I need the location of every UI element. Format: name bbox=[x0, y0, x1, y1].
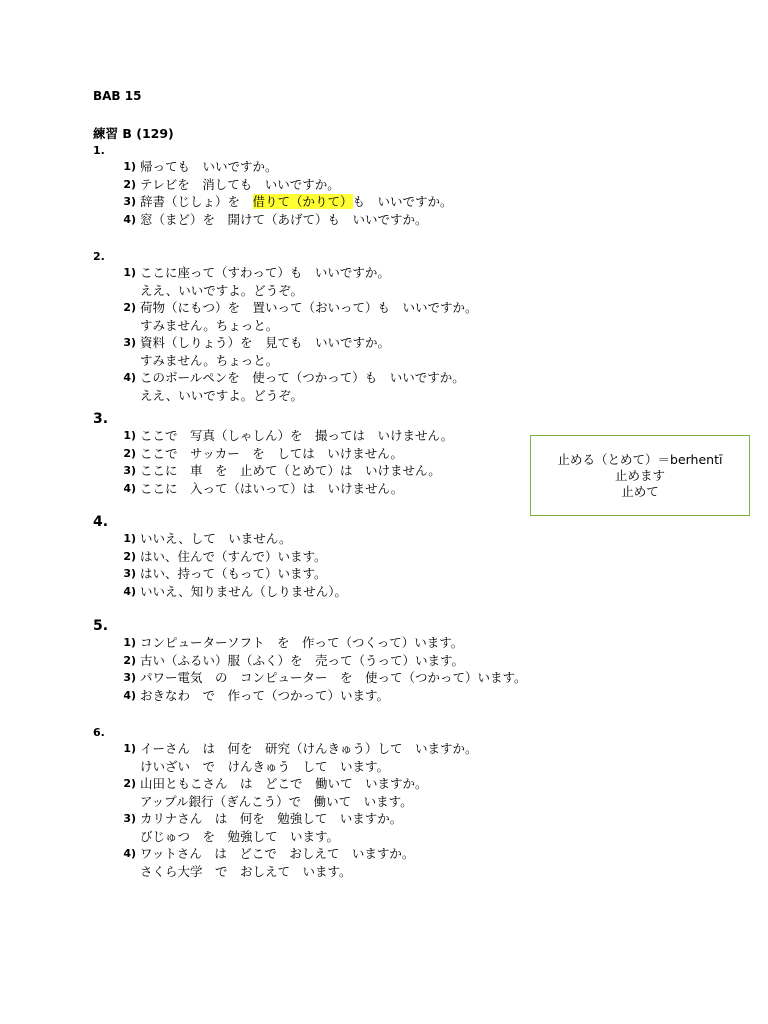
item-number: 2) bbox=[123, 446, 136, 460]
note-line: 止める（とめて）＝berhentī bbox=[557, 451, 723, 467]
item-number: 3) bbox=[123, 671, 136, 684]
item-text: 荷物（にもつ）を 置いって（おいって）も いいですか。 bbox=[140, 300, 478, 315]
item-number: 1) bbox=[123, 742, 136, 755]
list-item-answer bbox=[93, 863, 733, 881]
answer-text: びじゅつ を 勉強して います。 bbox=[140, 828, 340, 844]
list-item bbox=[93, 775, 733, 793]
list-item bbox=[93, 583, 733, 601]
section-2 bbox=[93, 250, 733, 404]
note-line: 止めて bbox=[621, 483, 659, 499]
item-text-after: も いいですか。 bbox=[352, 194, 453, 209]
list-item bbox=[93, 158, 733, 176]
list-item bbox=[93, 634, 733, 652]
list-item bbox=[93, 176, 733, 194]
item-text: ここに 入って（はいって）は いけません。 bbox=[140, 480, 404, 496]
answer-text: さくら大学 で おしえて います。 bbox=[140, 863, 352, 879]
item-number: 2) bbox=[123, 549, 136, 563]
item-text: 資料（しりょう）を 見ても いいですか。 bbox=[140, 335, 391, 350]
item-number: 1) bbox=[123, 429, 136, 442]
item-number: 2) bbox=[123, 301, 136, 314]
item-text: 古い（ふるい）服（ふく）を 売って（うって）います。 bbox=[140, 652, 465, 668]
item-text: はい、住んで（すんで）います。 bbox=[140, 548, 327, 564]
note-line: 止めます bbox=[614, 467, 665, 483]
item-text: ここに座って（すわって）も いいですか。 bbox=[140, 265, 390, 280]
answer-text: ええ、いいですよ。どうぞ。 bbox=[140, 282, 304, 298]
list-item-answer bbox=[93, 317, 733, 335]
section-number: 4. bbox=[93, 514, 109, 530]
item-text bbox=[140, 193, 453, 211]
exercise-heading: 練習 B (129) bbox=[93, 126, 174, 141]
item-number: 1) bbox=[123, 266, 136, 279]
list-item bbox=[93, 369, 733, 387]
answer-text: すみません。ちょっと。 bbox=[140, 352, 279, 368]
answer-text: けいざい で けんきゅう して います。 bbox=[140, 758, 390, 774]
item-number: 3) bbox=[123, 195, 136, 208]
list-item bbox=[93, 740, 733, 758]
item-number: 1) bbox=[123, 160, 136, 173]
answer-text: すみません。ちょっと。 bbox=[140, 317, 279, 333]
item-number: 3) bbox=[123, 464, 136, 477]
item-text: カリナさん は 何を 勉強して いますか。 bbox=[140, 811, 403, 826]
item-number: 3) bbox=[123, 812, 136, 825]
list-item bbox=[93, 264, 733, 282]
item-text: いいえ、して いません。 bbox=[140, 531, 292, 546]
item-number: 4) bbox=[123, 371, 136, 384]
list-item-answer bbox=[93, 758, 733, 776]
item-text: テレビを 消しても いいですか。 bbox=[140, 176, 340, 192]
item-text: コンピューターソフト を 作って（つくって）います。 bbox=[140, 635, 464, 650]
list-item-answer bbox=[93, 282, 733, 300]
item-text: 山田ともこさん は どこで 働いて いますか。 bbox=[140, 776, 428, 791]
item-number: 4) bbox=[123, 481, 136, 495]
section-4 bbox=[93, 514, 733, 600]
section-1 bbox=[93, 144, 733, 228]
list-item-answer bbox=[93, 793, 733, 811]
section-number: 1. bbox=[93, 144, 105, 157]
item-number: 4) bbox=[123, 847, 136, 860]
item-number: 3) bbox=[123, 567, 136, 580]
list-item bbox=[93, 810, 733, 828]
section-number: 5. bbox=[93, 618, 109, 634]
item-number: 4) bbox=[123, 688, 136, 702]
item-text: ここで 写真（しゃしん）を 撮っては いけません。 bbox=[140, 428, 454, 443]
item-number: 4) bbox=[123, 212, 136, 226]
item-text: ここで サッカー を しては いけません。 bbox=[140, 445, 404, 461]
item-text: ワットさん は どこで おしえて いますか。 bbox=[140, 846, 415, 861]
list-item-answer bbox=[93, 352, 733, 370]
answer-text: ええ、いいですよ。どうぞ。 bbox=[140, 387, 304, 403]
list-item bbox=[93, 548, 733, 566]
item-text: イーさん は 何を 研究（けんきゅう）して いますか。 bbox=[140, 741, 478, 756]
section-number: 3. bbox=[93, 411, 109, 427]
list-item bbox=[93, 334, 733, 352]
item-text: 帰っても いいですか。 bbox=[140, 159, 278, 174]
item-text: このボールペンを 使って（つかって）も いいですか。 bbox=[140, 370, 465, 385]
highlighted-text: 借りて（かりて） bbox=[252, 194, 353, 209]
list-item bbox=[93, 845, 733, 863]
list-item-answer bbox=[93, 828, 733, 846]
list-item bbox=[93, 211, 733, 229]
list-item bbox=[93, 652, 733, 670]
item-number: 2) bbox=[123, 653, 136, 667]
item-number: 2) bbox=[123, 777, 136, 790]
list-item bbox=[93, 687, 733, 705]
item-text: ここに 車 を 止めて（とめて）は いけません。 bbox=[140, 463, 441, 478]
item-text: 窓（まど）を 開けて（あげて）も いいですか。 bbox=[140, 211, 428, 227]
section-6 bbox=[93, 726, 733, 880]
item-text-before: 辞書（じしょ）を bbox=[140, 194, 253, 209]
item-number: 3) bbox=[123, 336, 136, 349]
list-item bbox=[93, 299, 733, 317]
list-item-answer bbox=[93, 387, 733, 405]
item-text: おきなわ で 作って（つかって）います。 bbox=[140, 687, 390, 703]
item-number: 2) bbox=[123, 177, 136, 191]
section-number: 2. bbox=[93, 250, 105, 263]
list-item bbox=[93, 193, 733, 211]
item-number: 4) bbox=[123, 584, 136, 598]
list-item bbox=[93, 565, 733, 583]
section-5 bbox=[93, 618, 733, 704]
answer-text: アップル銀行（ぎんこう）で 働いて います。 bbox=[140, 793, 413, 809]
item-number: 1) bbox=[123, 532, 136, 545]
chapter-heading: BAB 15 bbox=[93, 89, 142, 103]
list-item bbox=[93, 669, 733, 687]
list-item bbox=[93, 530, 733, 548]
item-text: パワー電気 の コンピューター を 使って（つかって）います。 bbox=[140, 670, 527, 685]
vocabulary-note-box bbox=[530, 435, 750, 516]
item-number: 1) bbox=[123, 636, 136, 649]
item-text: はい、持って（もって）います。 bbox=[140, 566, 327, 581]
item-text: いいえ、知りません（しりません）。 bbox=[140, 583, 348, 599]
section-number: 6. bbox=[93, 726, 105, 739]
